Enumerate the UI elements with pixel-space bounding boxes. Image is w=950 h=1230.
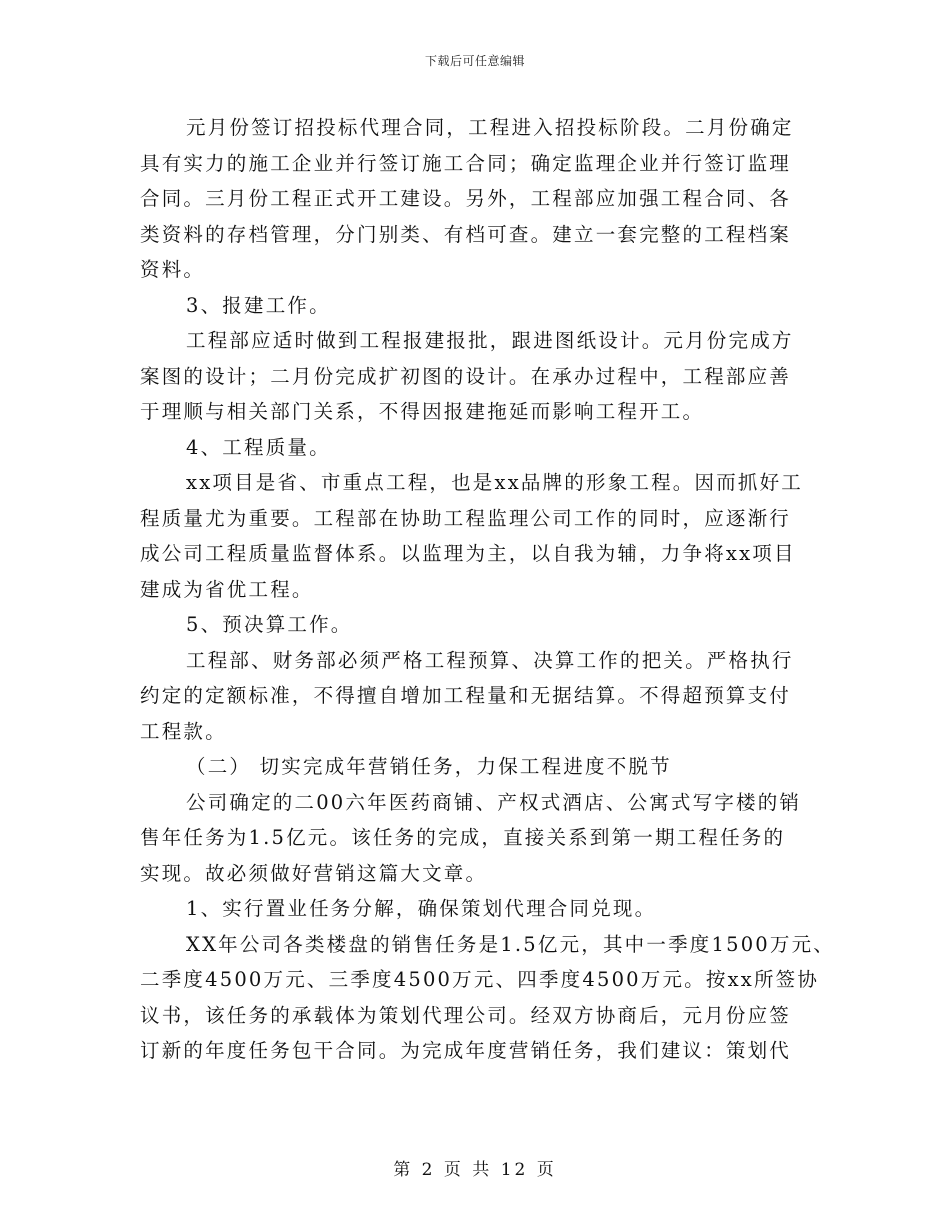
section-heading: 4、工程质量。	[186, 435, 331, 459]
paragraph-line: 程质量尤为重要。工程部在协助工程监理公司工作的同时，应逐渐行	[140, 506, 792, 530]
paragraph-line: 案图的设计；二月份完成扩初图的设计。在承办过程中，工程部应善	[140, 364, 792, 388]
paragraph-line: 实现。故必须做好营销这篇大文章。	[140, 861, 488, 885]
document-body	[140, 110, 836, 1069]
paragraph-line: 具有实力的施工企业并行签订施工合同；确定监理企业并行签订监理	[140, 151, 792, 175]
paragraph-line: 约定的定额标准，不得擅自增加工程量和无据结算。不得超预算支付	[140, 684, 792, 707]
paragraph-line: 工程部、财务部必须严格工程预算、决算工作的把关。严格执行	[186, 648, 794, 672]
paragraph-line: 合同。三月份工程正式开工建设。另外，工程部应加强工程合同、各	[140, 187, 792, 210]
paragraph-line: 于理顺与相关部门关系，不得因报建拖延而影响工程开工。	[140, 400, 705, 423]
section-heading: 1、实行置业任务分解，确保策划代理合同兑现。	[186, 897, 657, 920]
paragraph-line: 议书，该任务的承载体为策划代理公司。经双方协商后，元月份应签	[140, 1003, 792, 1027]
paragraph-line: xx项目是省、市重点工程，也是xx品牌的形象工程。因而抓好工	[186, 471, 803, 494]
paragraph-line: 公司确定的二00六年医药商铺、产权式酒店、公寓式写字楼的销	[186, 790, 802, 814]
paragraph-line: 资料。	[140, 258, 206, 281]
chapter-heading: （二） 切实完成年营销任务，力保工程进度不脱节	[186, 755, 672, 778]
paragraph-line: XX年公司各类楼盘的销售任务是1.5亿元，其中一季度1500万元、	[186, 932, 836, 956]
page-number-footer: 第 2 页 共 12 页	[393, 1160, 557, 1180]
paragraph-line: 建成为省优工程。	[140, 577, 314, 601]
paragraph-line: 订新的年度任务包干合同。为完成年度营销任务，我们建议：策划代	[140, 1039, 792, 1062]
section-heading: 3、报建工作。	[186, 293, 331, 317]
paragraph-line: 工程款。	[140, 719, 227, 743]
paragraph-line: 成公司工程质量监督体系。以监理为主，以自我为辅，力争将xx项目	[140, 542, 796, 565]
paragraph-line: 工程部应适时做到工程报建报批，跟进图纸设计。元月份完成方	[186, 329, 794, 352]
paragraph-line: 售年任务为1.5亿元。该任务的完成，直接关系到第一期工程任务的	[140, 826, 786, 849]
page-header: 下载后可任意编辑	[424, 54, 525, 68]
section-heading: 5、预决算工作。	[186, 613, 353, 636]
paragraph-line: 类资料的存档管理，分门别类、有档可查。建立一套完整的工程档案	[140, 222, 792, 246]
paragraph-line: 二季度4500万元、三季度4500万元、四季度4500万元。按xx所签协	[140, 968, 820, 991]
paragraph-line: 元月份签订招投标代理合同，工程进入招投标阶段。二月份确定	[186, 116, 794, 139]
